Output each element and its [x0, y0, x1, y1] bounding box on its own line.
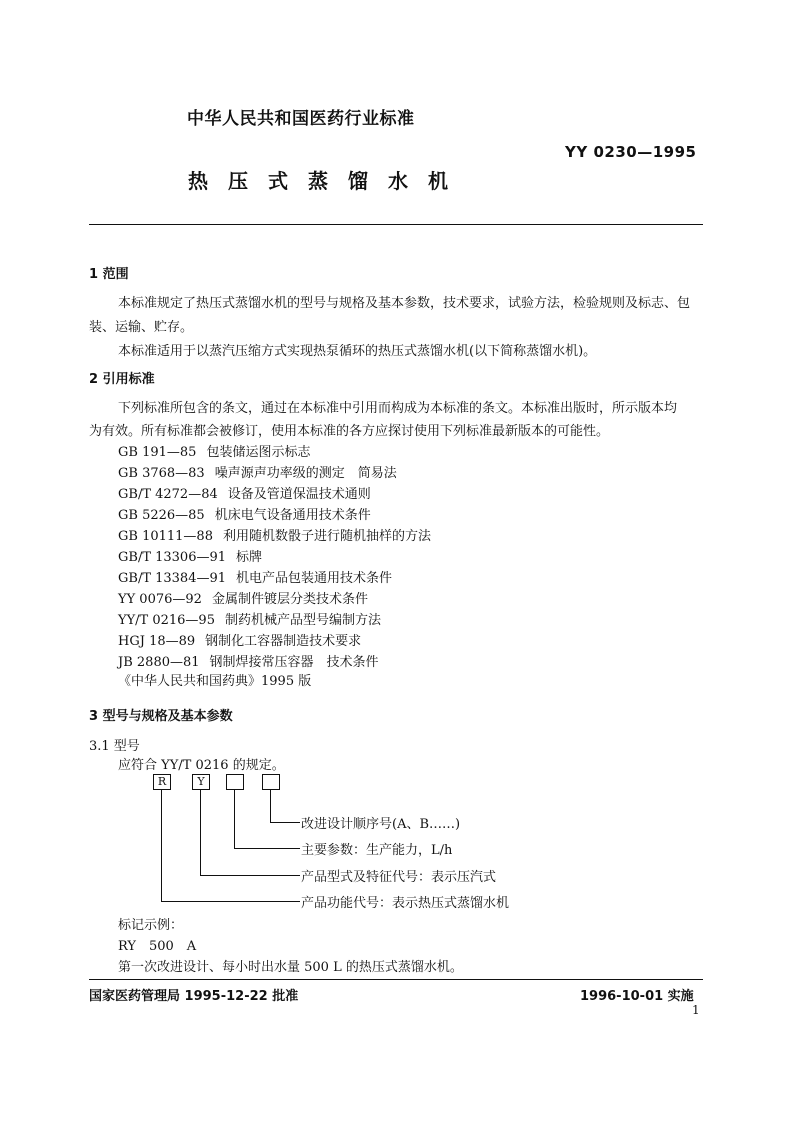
leader-line	[161, 901, 300, 902]
reference-title: 利用随机数骰子进行随机抽样的方法	[222, 529, 431, 544]
reference-number: GB 3768—83	[118, 466, 205, 481]
reference-number: GB/T 4272—84	[118, 487, 218, 502]
reference-number: YY/T 0216—95	[118, 613, 215, 628]
reference-number: 《中华人民共和国药典》1995 版	[118, 674, 312, 689]
connector-line	[200, 790, 201, 876]
model-box-revision	[262, 774, 280, 790]
leader-line	[270, 822, 300, 823]
connector-line	[161, 790, 162, 902]
section-3-1-text: 应符合 YY/T 0216 的规定。	[118, 758, 285, 773]
reference-item	[118, 651, 379, 670]
reference-title: 机床电气设备通用技术条件	[214, 508, 371, 523]
implementation-date: 1996-10-01 实施	[580, 989, 694, 1004]
reference-number: GB 10111—88	[118, 529, 213, 544]
reference-item	[118, 546, 262, 565]
document-title: 热压式蒸馏水机	[188, 169, 468, 193]
reference-number: GB/T 13306—91	[118, 550, 227, 565]
reference-title: 钢制焊接常压容器 技术条件	[209, 655, 379, 670]
reference-item	[118, 525, 431, 544]
reference-number: HGJ 18—89	[118, 634, 196, 649]
section-1-para-2: 本标准适用于以蒸汽压缩方式实现热泵循环的热压式蒸馏水机(以下简称蒸馏水机)。	[118, 344, 597, 359]
example-code: RY 500 A	[118, 939, 197, 954]
reference-item	[118, 441, 310, 460]
section-2-heading: 2 引用标准	[89, 372, 155, 387]
reference-title: 标牌	[236, 550, 263, 565]
connector-line	[234, 790, 235, 849]
reference-item	[118, 670, 311, 689]
reference-title: 设备及管道保温技术通则	[227, 487, 371, 502]
example-label: 标记示例：	[118, 918, 184, 933]
reference-item	[118, 609, 381, 628]
reference-item	[118, 504, 371, 523]
section-1-para-1-line-2: 装、运输、贮存。	[89, 320, 194, 335]
reference-number: JB 2880—81	[118, 655, 200, 670]
model-label-type: 产品型式及特征代号：表示压汽式	[301, 870, 497, 885]
reference-title: 金属制件镀层分类技术条件	[211, 592, 368, 607]
leader-line	[234, 848, 300, 849]
model-box-y: Y	[192, 774, 210, 790]
example-description: 第一次改进设计、每小时出水量 500 L 的热压式蒸馏水机。	[118, 960, 463, 975]
header-divider	[89, 224, 703, 225]
section-2-intro-line-2: 为有效。所有标准都会被修订，使用本标准的各方应探讨使用下列标准最新版本的可能性。	[89, 424, 610, 439]
model-box-r: R	[153, 774, 171, 790]
reference-item	[118, 483, 371, 502]
reference-number: GB 5226—85	[118, 508, 205, 523]
reference-title: 钢制化工容器制造技术要求	[205, 634, 362, 649]
section-3-1-heading: 3.1 型号	[89, 739, 140, 754]
footer-divider	[89, 979, 703, 980]
page-number: 1	[692, 1003, 700, 1017]
reference-title: 噪声源声功率级的测定 简易法	[214, 466, 397, 481]
reference-item	[118, 588, 368, 607]
reference-title: 机电产品包装通用技术条件	[236, 571, 393, 586]
model-label-function: 产品功能代号：表示热压式蒸馏水机	[301, 896, 510, 911]
section-1-heading: 1 范围	[89, 267, 129, 282]
section-3-heading: 3 型号与规格及基本参数	[89, 709, 233, 724]
approval-info: 国家医药管理局 1995-12-22 批准	[89, 989, 299, 1004]
reference-number: GB 191—85	[118, 445, 197, 460]
section-2-intro-line-1: 下列标准所包含的条文，通过在本标准中引用而构成为本标准的条文。本标准出版时，所示版本均	[118, 401, 678, 416]
model-box-param	[226, 774, 244, 790]
section-1-para-1-line-1: 本标准规定了热压式蒸馏水机的型号与规格及基本参数，技术要求，试验方法，检验规则及标志、包	[118, 296, 691, 311]
reference-item	[118, 567, 392, 586]
leader-line	[200, 875, 300, 876]
document-issuer: 中华人民共和国医药行业标准	[187, 109, 415, 129]
reference-item	[118, 462, 397, 481]
reference-number: GB/T 13384—91	[118, 571, 227, 586]
reference-title: 包装储运图示标志	[206, 445, 311, 460]
standard-code: YY 0230—1995	[565, 143, 697, 161]
reference-number: YY 0076—92	[118, 592, 202, 607]
reference-title: 制药机械产品型号编制方法	[224, 613, 381, 628]
model-label-parameter: 主要参数：生产能力，L/h	[301, 843, 453, 858]
connector-line	[270, 790, 271, 823]
reference-item	[118, 630, 361, 649]
model-label-revision: 改进设计顺序号(A、B……)	[301, 817, 461, 832]
